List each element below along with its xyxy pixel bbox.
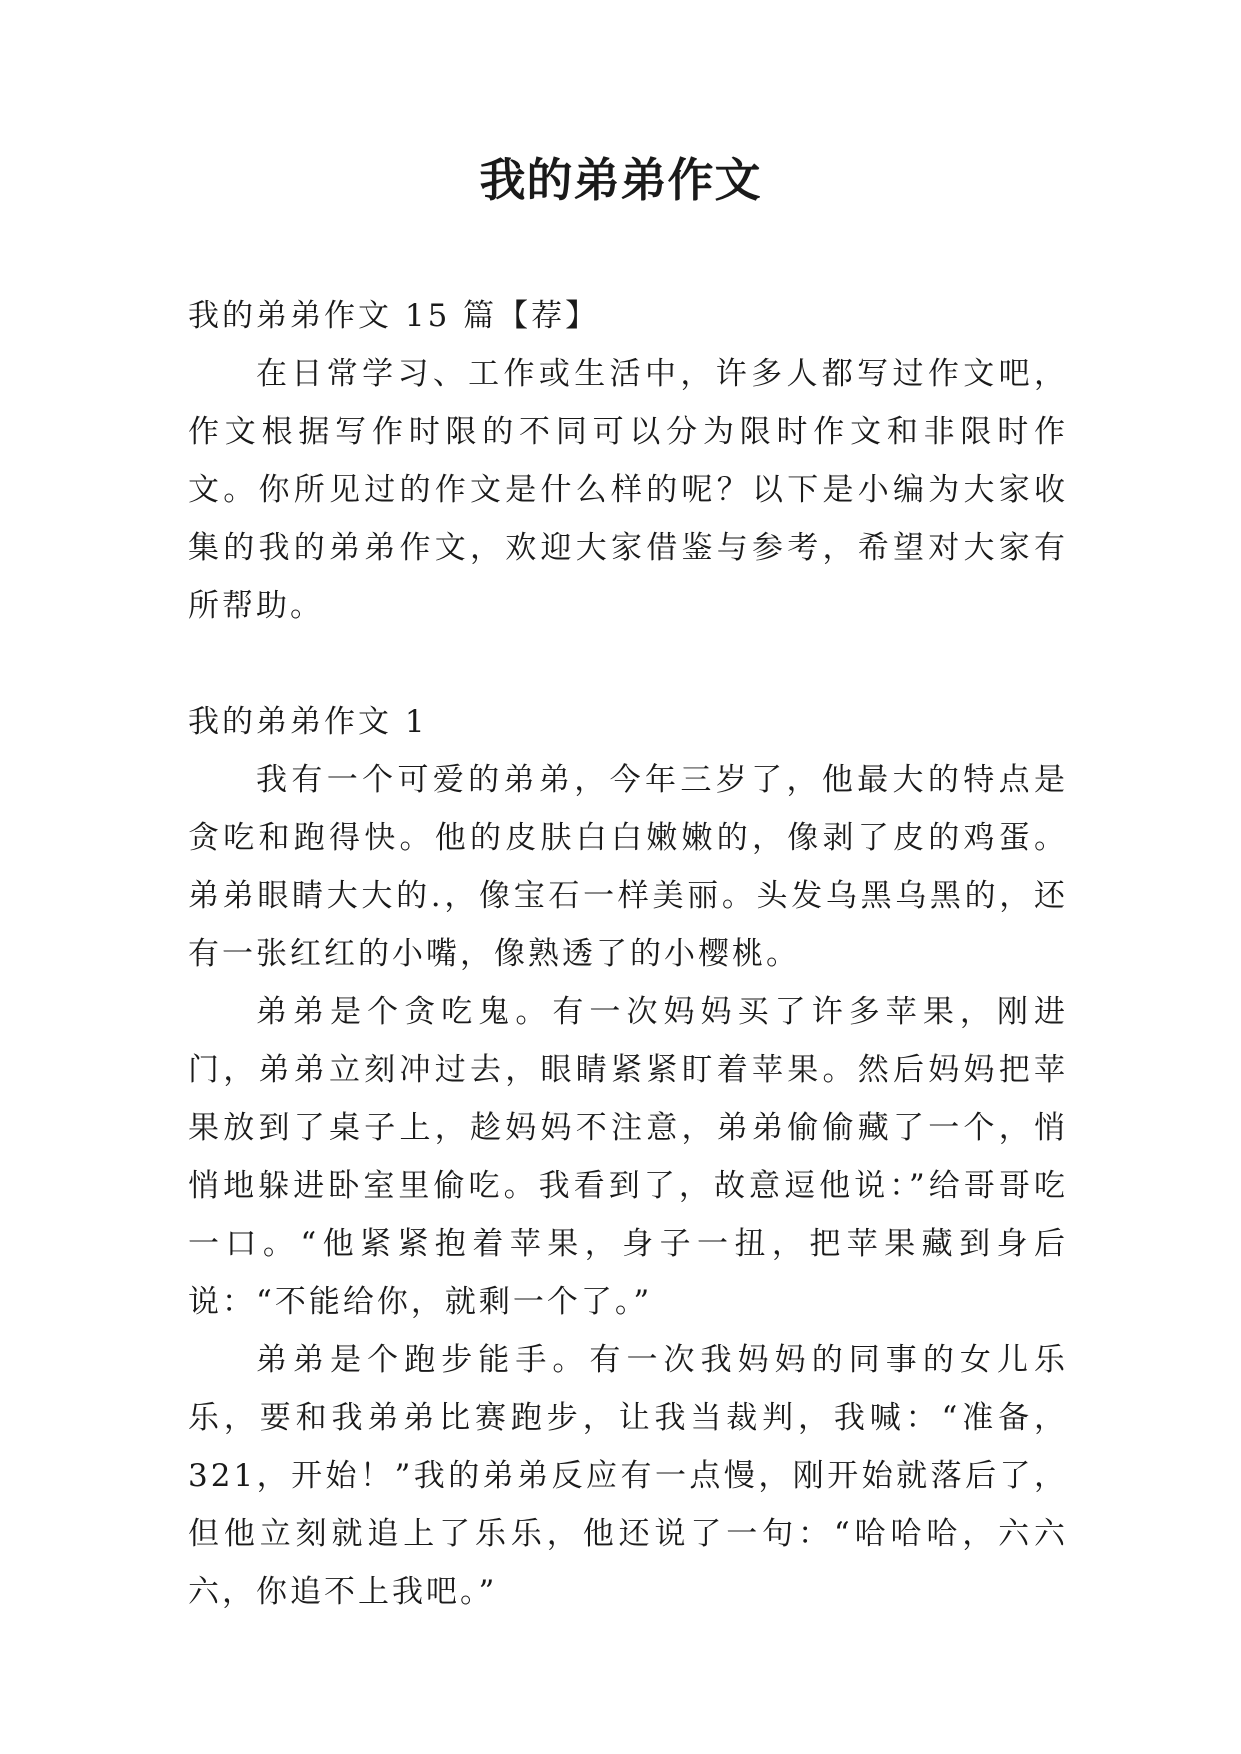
section-spacer — [188, 635, 1068, 693]
essay-paragraph-2: 弟弟是个贪吃鬼。有一次妈妈买了许多苹果，刚进门，弟弟立刻冲过去，眼睛紧紧盯着苹果。然后妈妈把苹果放到了桌子上，趁妈妈不注意，弟弟偷偷藏了一个，悄悄地躲进卧室里偷吃。我看到了，故意逗他说：”给哥哥吃一口。“他紧紧抱着苹果，身子一扭，把苹果藏到身后说：“不能给你，就剩一个了。” — [188, 994, 1068, 1320]
intro-paragraph: 在日常学习、工作或生活中，许多人都写过作文吧，作文根据写作时限的不同可以分为限时作文和非限时作文。你所见过的作文是什么样的呢？以下是小编为大家收集的我的弟弟作文，欢迎大家借鉴与参考，希望对大家有所帮助。 — [188, 356, 1068, 624]
essay-paragraph-3: 弟弟是个跑步能手。有一次我妈妈的同事的女儿乐乐，要和我弟弟比赛跑步，让我当裁判，我喊：“准备，321，开始！”我的弟弟反应有一点慢，刚开始就落后了，但他立刻就追上了乐乐，他还说了一句：“哈哈哈，六六六，你追不上我吧。” — [188, 1342, 1068, 1610]
essay-paragraph-1: 我有一个可爱的弟弟，今年三岁了，他最大的特点是贪吃和跑得快。他的皮肤白白嫩嫩的，像剥了皮的鸡蛋。弟弟眼睛大大的.，像宝石一样美丽。头发乌黑乌黑的，还有一张红红的小嘴，像熟透了的小樱桃。 — [188, 762, 1068, 972]
document-body — [188, 287, 1068, 1621]
document-title: 我的弟弟作文 — [479, 153, 762, 207]
collection-subtitle: 我的弟弟作文 15 篇【荐】 — [188, 298, 600, 334]
essay-heading: 我的弟弟作文 1 — [188, 704, 428, 740]
